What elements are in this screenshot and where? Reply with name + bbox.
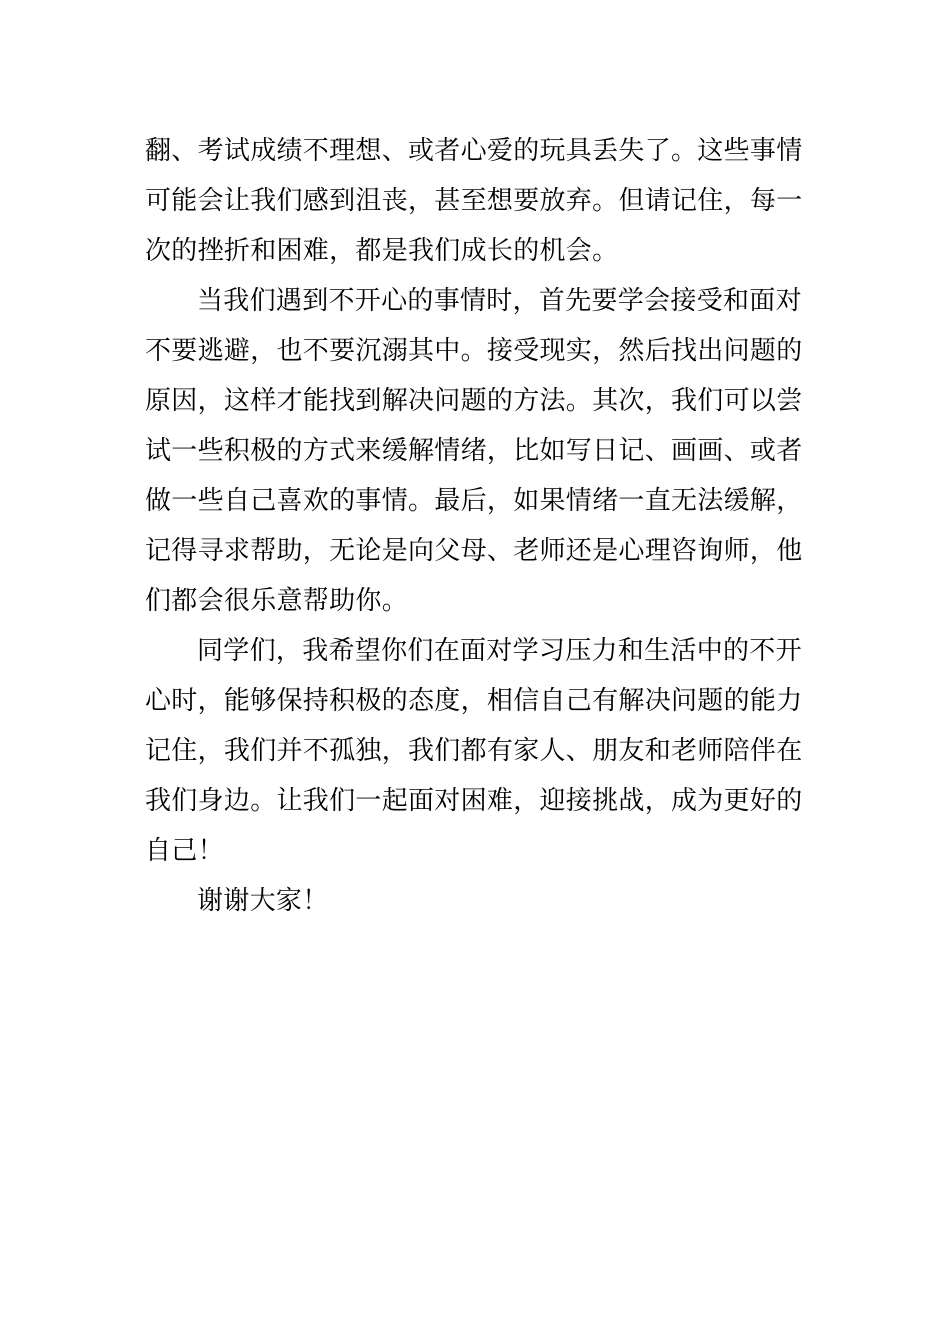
paragraph-line: 当我们遇到不开心的事情时，首先要学会接受和面对 [197,286,802,316]
paragraph-line: 心时，能够保持积极的态度，相信自己有解决问题的能力 [145,686,803,716]
paragraph-line: 们都会很乐意帮助你。 [145,586,409,616]
paragraph-line: 翻、考试成绩不理想、或者心爱的玩具丢失了。这些事情 [145,136,803,166]
paragraph-line: 不要逃避，也不要沉溺其中。接受现实，然后找出问题的 [145,336,803,366]
closing-line: 谢谢大家！ [197,886,329,916]
paragraph-line: 记住，我们并不孤独，我们都有家人、朋友和老师陪伴在 [145,736,803,766]
paragraph-line: 我们身边。让我们一起面对困难，迎接挑战，成为更好的 [145,786,803,816]
paragraph-line: 原因，这样才能找到解决问题的方法。其次，我们可以尝 [145,386,803,416]
paragraph-line: 试一些积极的方式来缓解情绪，比如写日记、画画、或者 [145,436,803,466]
paragraph-line: 记得寻求帮助，无论是向父母、老师还是心理咨询师，他 [145,536,803,566]
paragraph-line: 次的挫折和困难，都是我们成长的机会。 [145,236,619,266]
paragraph-line: 可能会让我们感到沮丧，甚至想要放弃。但请记住，每一 [145,186,803,216]
paragraph-line: 做一些自己喜欢的事情。最后，如果情绪一直无法缓解， [145,486,803,516]
paragraph-line: 自己！ [145,836,224,866]
paragraph-line: 同学们，我希望你们在面对学习压力和生活中的不开 [197,636,802,666]
